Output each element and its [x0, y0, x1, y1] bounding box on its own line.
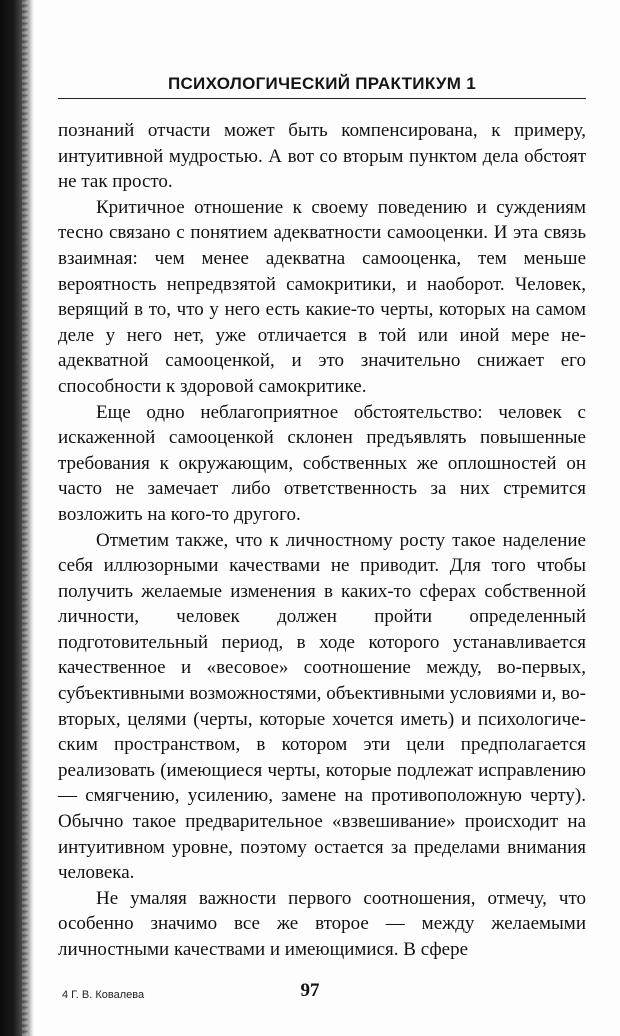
page-binding-edge — [0, 0, 34, 1036]
paragraph-5: Не умаляя важности первого соотношения, отмечу, что особенно значимо все же второе — между желаемыми личностными качествами и имеющимися. В сфере — [58, 887, 586, 960]
header-rule — [58, 98, 586, 99]
running-head: ПСИХОЛОГИЧЕСКИЙ ПРАКТИКУМ 1 — [167, 74, 477, 93]
body-text — [58, 118, 586, 963]
printer-signature: 4 Г. В. Ковалева — [62, 989, 145, 1001]
paragraph-2: Критичное отношение к своему поведению и суждениям тесно связано с понятием адекватности самооценки. И эта связь взаимная: чем менее адекватна самооценка, тем меньше вероятность непредвзятой самокритики, и наоборот. Человек, верящий в то, что у него есть какие-то черты, которых на самом деле у него нет, уже отличается в той или иной мере неадекватной самооценкой, и это значительно снижает его способности к здоровой самокритике. — [58, 196, 586, 397]
page-number: 97 — [300, 980, 320, 1001]
paragraph-3: Еще одно неблагоприятное обстоятельство: человек с искаженной самооценкой склонен предъявлять повышенные требования к окружающим, собственных же оплошностей он часто не замечает либо ответственность за них стремится возложить на кого-то другого. — [58, 401, 586, 525]
paragraph-4: Отметим также, что к личностному росту такое наделение себя иллюзорными качествами не приводит. Для того чтобы получить желаемые изменения в каких-то сферах собственной личности, человек должен пройти определенный подготовительный период, в ходе которого устанавливается качественное и «весовое» соотношение между, во-первых, субъективными возможностями, объективными условиями и, во-вторых, целями (черты, которые хочется иметь) и психологическим пространством, в котором эти цели предполагается реализовать (имеющиеся черты, которые подлежат исправлению — смягчению, усилению, замене на противоположную черту). Обычно такое предварительное «взвешивание» происходит на интуитивном уровне, поэтому остается за пределами внимания человека. — [58, 529, 586, 884]
paragraph-1: познаний отчасти может быть компенсирована, к примеру, интуитивной мудростью. А вот со вторым пунктом дела обстоят не так просто. — [58, 120, 586, 193]
